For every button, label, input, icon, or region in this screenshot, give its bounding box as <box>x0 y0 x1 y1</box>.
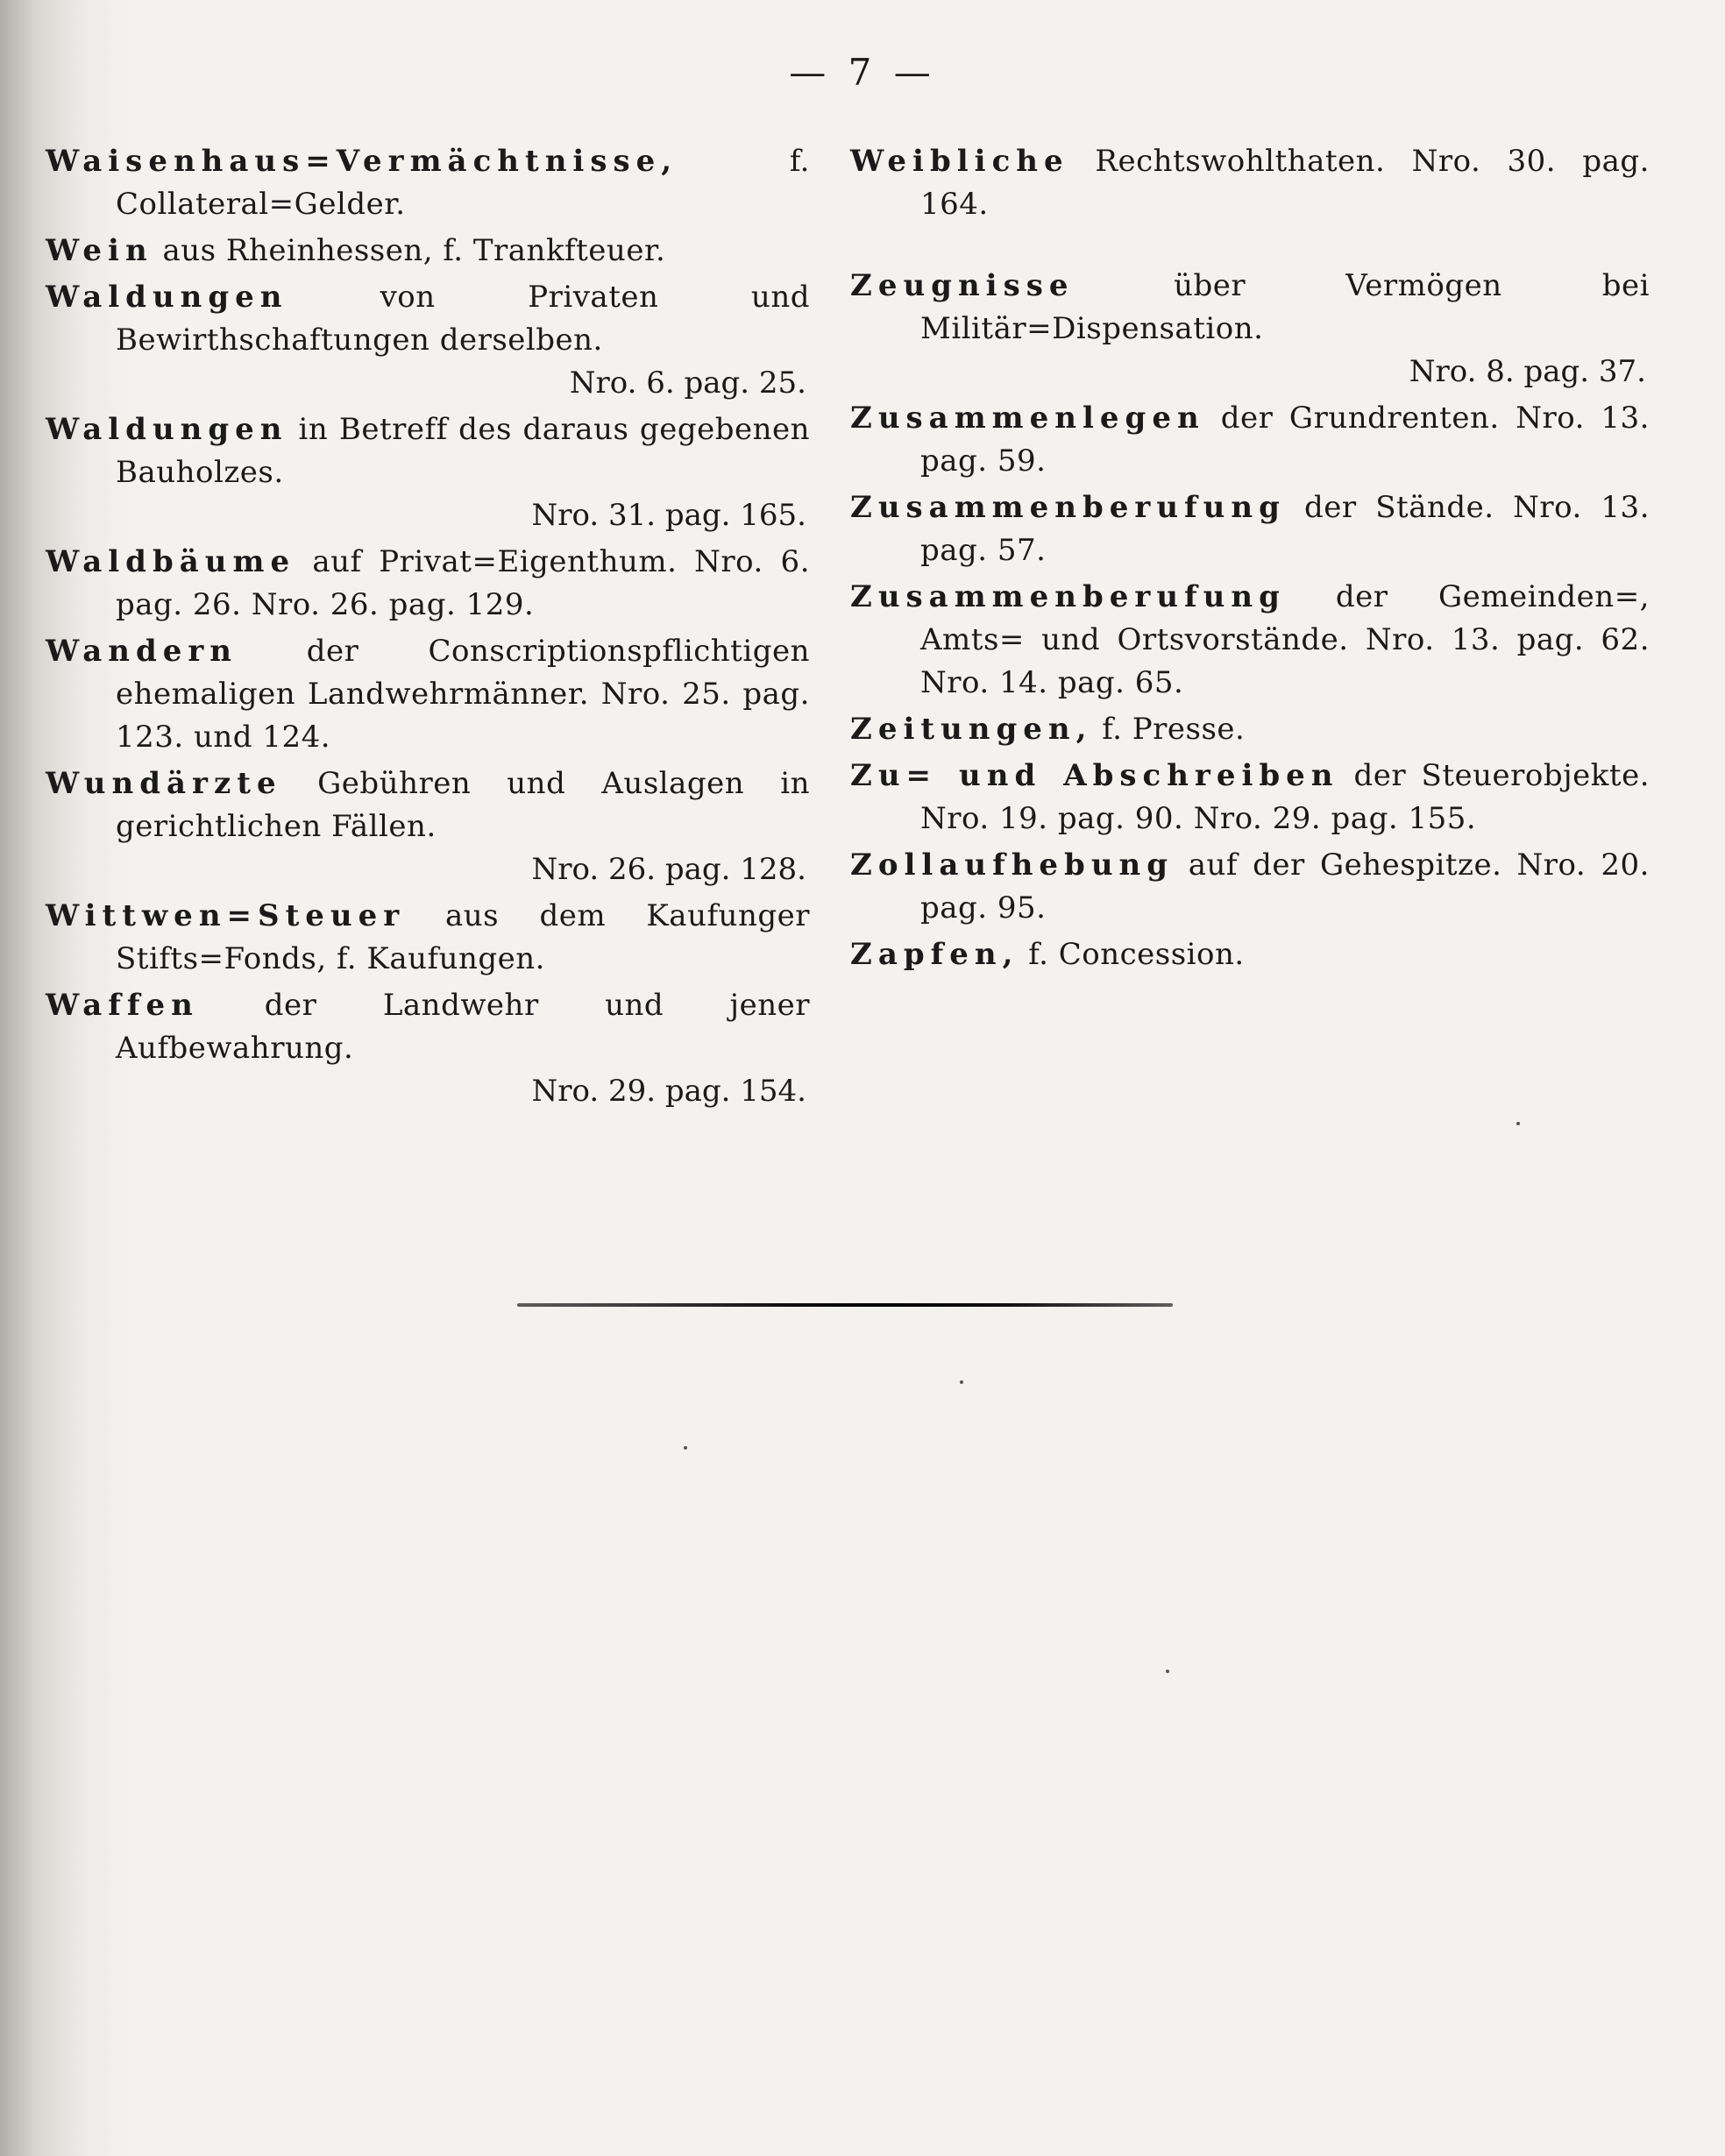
entry-text: der Steuerobjekte. Nro. 19. pag. 90. Nro. 29. pag. 155. <box>920 758 1650 836</box>
print-speck <box>1166 1670 1169 1673</box>
entry-term: Zeitungen, <box>850 712 1093 747</box>
index-entry <box>850 708 1650 751</box>
entry-term: Zusammenberufung <box>850 490 1286 525</box>
page-number: — 7 — <box>789 51 936 94</box>
entry-text: der Conscriptionspflichtigen ehemaligen Landwehrmänner. Nro. 25. pag. 123. und 124. <box>116 634 811 755</box>
entry-term: Zusammenlegen <box>850 401 1205 436</box>
index-entry <box>46 541 810 627</box>
entry-term: Zusammenberufung <box>850 579 1286 614</box>
entry-citation: Nro. 29. pag. 154. <box>531 1074 806 1109</box>
index-entry <box>850 265 1650 394</box>
entry-citation: Nro. 26. pag. 128. <box>531 852 806 887</box>
index-entry <box>46 140 810 226</box>
entry-text: der Grundrenten. Nro. 13. pag. 59. <box>920 401 1650 479</box>
entry-text: von Privaten und Bewirthschaftungen derselben. <box>116 280 810 358</box>
index-entry <box>46 230 810 273</box>
entry-text: f. Concession. <box>1028 937 1245 972</box>
entry-term: Wundärzte <box>46 766 282 801</box>
entry-term: Zollaufhebung <box>850 848 1175 883</box>
entry-term: Zeugnisse <box>850 268 1075 303</box>
entry-text: Gebühren und Auslagen in gerichtlichen Fällen. <box>116 766 810 844</box>
entry-citation: Nro. 8. pag. 37. <box>1409 354 1646 389</box>
index-column-left <box>46 140 810 1117</box>
index-entry <box>850 486 1650 572</box>
entry-text: über Vermögen bei Militär=Dispensation. <box>920 268 1650 346</box>
print-speck <box>1516 1122 1520 1125</box>
index-entry <box>850 576 1650 705</box>
entry-text: f. Collateral=Gelder. <box>116 144 810 222</box>
entry-text: auf Privat=Eigenthum. Nro. 6. pag. 26. Nro. 26. pag. 129. <box>116 544 810 622</box>
entry-term: Wein <box>46 233 153 268</box>
index-entry <box>850 755 1650 840</box>
entry-term: Waisenhaus=Vermächtnisse, <box>46 144 678 179</box>
entry-term: Weibliche <box>850 144 1069 179</box>
entry-citation: Nro. 31. pag. 165. <box>531 498 806 533</box>
index-entry <box>46 895 810 981</box>
entry-text: auf der Gehespitze. Nro. 20. pag. 95. <box>920 848 1650 926</box>
print-speck <box>684 1446 687 1450</box>
index-entry <box>46 762 810 891</box>
ornamental-divider-rule <box>517 1303 1173 1307</box>
index-entry <box>850 933 1650 976</box>
index-entry <box>46 984 810 1113</box>
entry-text: Rechtswohlthaten. Nro. 30. pag. 164. <box>920 144 1650 222</box>
entry-text: in Betreff des daraus gegebenen Bauholzes. <box>116 412 811 490</box>
index-column-right <box>850 140 1650 980</box>
entry-text: aus Rheinhessen, f. Trankfteuer. <box>162 233 666 268</box>
entry-term: Wittwen=Steuer <box>46 898 406 933</box>
index-entry <box>46 276 810 405</box>
print-speck <box>960 1380 963 1384</box>
entry-term: Zapfen, <box>850 937 1019 972</box>
entry-term: Waldungen <box>46 280 288 315</box>
index-entry <box>46 630 810 759</box>
entry-text: aus dem Kaufunger Stifts=Fonds, f. Kaufungen. <box>116 898 810 976</box>
index-entry <box>850 140 1650 226</box>
entry-term: Zu= und Abschreiben <box>850 758 1339 793</box>
index-entry <box>850 844 1650 930</box>
entry-term: Waldbäume <box>46 544 296 579</box>
entry-text: der Gemeinden=, Amts= und Ortsvorstände. Nro. 13. pag. 62. Nro. 14. pag. 65. <box>920 579 1650 700</box>
index-entry <box>850 397 1650 483</box>
entry-text: f. Presse. <box>1102 712 1246 747</box>
entry-term: Waldungen <box>46 412 288 447</box>
entry-citation: Nro. 6. pag. 25. <box>569 365 806 401</box>
entry-text: der Landwehr und jener Aufbewahrung. <box>116 988 810 1066</box>
index-entry <box>46 408 810 537</box>
entry-term: Wandern <box>46 634 238 669</box>
entry-term: Waffen <box>46 988 199 1023</box>
entry-text: der Stände. Nro. 13. pag. 57. <box>920 490 1650 568</box>
